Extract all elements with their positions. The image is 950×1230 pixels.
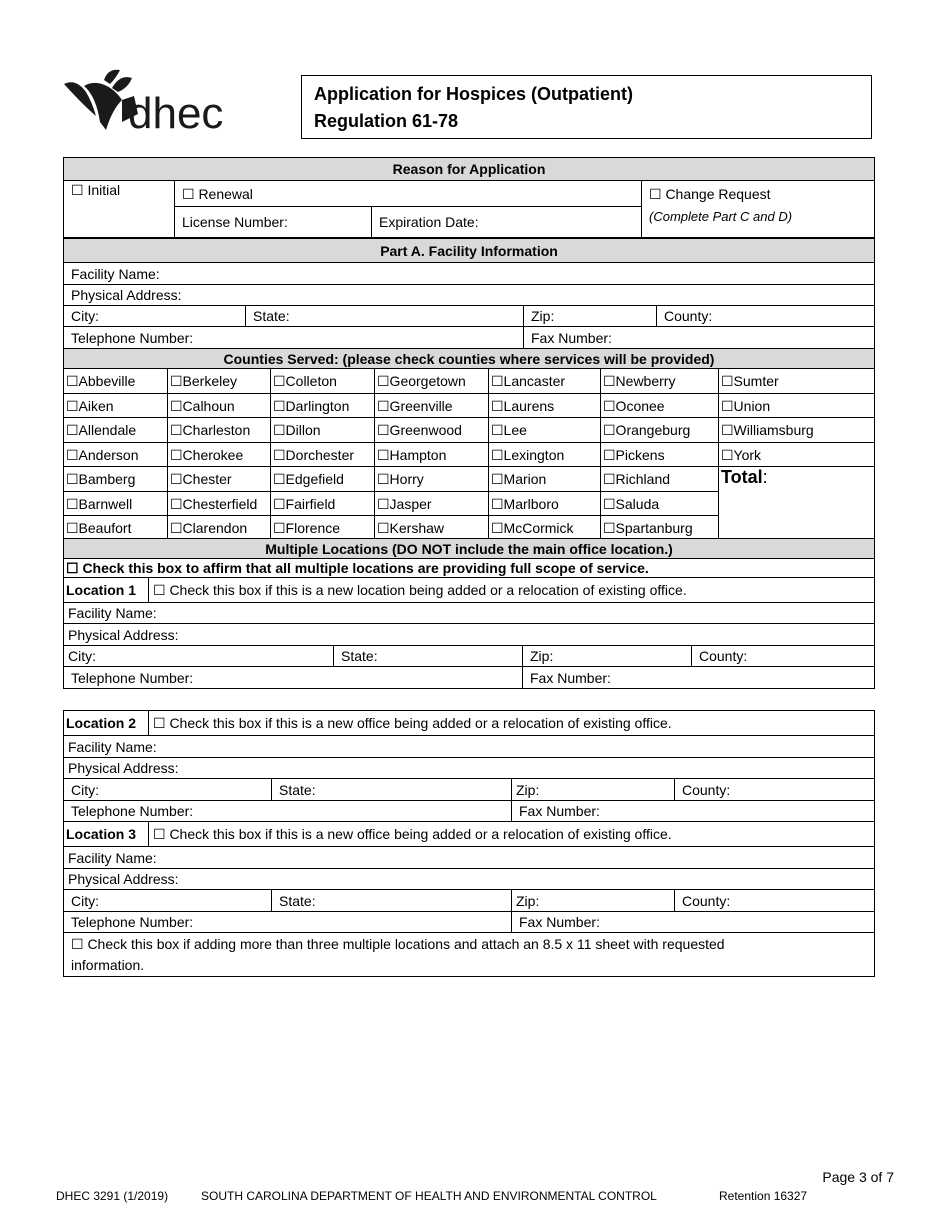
additional-locations-checkbox[interactable] xyxy=(64,933,875,977)
location-2-facility-name[interactable]: Facility Name: xyxy=(64,736,875,758)
county-dorchester[interactable]: ☐Dorchester xyxy=(271,443,375,467)
location-2-physical-address[interactable]: Physical Address: xyxy=(64,758,875,779)
location-3-state[interactable]: State: xyxy=(272,890,512,912)
state-field[interactable]: State: xyxy=(246,306,524,327)
location-1-new-checkbox[interactable]: ☐ Check this box if this is a new location being added or a relocation of existing office. xyxy=(149,578,875,603)
location-2-label: Location 2 xyxy=(64,711,149,736)
expiration-date-field[interactable]: Expiration Date: xyxy=(372,207,642,238)
location-2-county[interactable]: County: xyxy=(675,779,875,801)
location-2-city[interactable]: City: xyxy=(64,779,272,801)
multiple-locations-table xyxy=(63,538,875,689)
form-id: DHEC 3291 (1/2019) xyxy=(56,1189,169,1203)
license-number-field[interactable]: License Number: xyxy=(175,207,372,238)
location-1-facility-name[interactable]: Facility Name: xyxy=(64,603,875,624)
county-lexington[interactable]: ☐Lexington xyxy=(489,443,601,467)
location-1-telephone[interactable]: Telephone Number: xyxy=(64,667,523,689)
location-3-telephone[interactable]: Telephone Number: xyxy=(64,912,512,933)
logo-text: dhec xyxy=(128,89,224,136)
county-charleston[interactable]: ☐Charleston xyxy=(168,418,271,443)
location-2-zip[interactable]: Zip: xyxy=(512,779,675,801)
total-colon: : xyxy=(762,467,768,487)
location-2-state[interactable]: State: xyxy=(272,779,512,801)
location-3-city[interactable]: City: xyxy=(64,890,272,912)
county-darlington[interactable]: ☐Darlington xyxy=(271,394,375,418)
county-saluda[interactable]: ☐Saluda xyxy=(601,492,719,516)
zip-field[interactable]: Zip: xyxy=(524,306,657,327)
counties-heading: Counties Served: (please check counties where services will be provided) xyxy=(64,349,875,369)
county-bamberg[interactable]: ☐Bamberg xyxy=(64,467,168,492)
county-spartanburg[interactable]: ☐Spartanburg xyxy=(601,516,719,540)
county-chester[interactable]: ☐Chester xyxy=(168,467,271,492)
additional-locations-line-2: information. xyxy=(71,957,145,973)
city-field[interactable]: City: xyxy=(64,306,246,327)
telephone-field[interactable]: Telephone Number: xyxy=(64,327,524,349)
dhec-logo xyxy=(62,66,237,136)
county-hampton[interactable]: ☐Hampton xyxy=(375,443,489,467)
county-laurens[interactable]: ☐Laurens xyxy=(489,394,601,418)
multiple-locations-heading: Multiple Locations (DO NOT include the main office location.) xyxy=(64,539,875,559)
form-title: Application for Hospices (Outpatient) xyxy=(314,84,634,104)
location-1-county[interactable]: County: xyxy=(692,646,875,667)
retention-number: Retention 16327 xyxy=(719,1189,808,1203)
facility-name-field[interactable]: Facility Name: xyxy=(64,263,875,285)
location-3-zip[interactable]: Zip: xyxy=(512,890,675,912)
change-request-note: (Complete Part C and D) xyxy=(649,208,793,224)
county-anderson[interactable]: ☐Anderson xyxy=(64,443,168,467)
location-2-new-checkbox[interactable]: ☐ Check this box if this is a new office being added or a relocation of existing office. xyxy=(149,711,875,736)
physical-address-field[interactable]: Physical Address: xyxy=(64,285,875,306)
location-1-zip[interactable]: Zip: xyxy=(523,646,692,667)
location-3-facility-name[interactable]: Facility Name: xyxy=(64,847,875,869)
county-marion[interactable]: ☐Marion xyxy=(489,467,601,492)
renewal-checkbox[interactable]: ☐ Renewal xyxy=(175,181,642,207)
county-chesterfield[interactable]: ☐Chesterfield xyxy=(168,492,271,516)
locations-2-3-table xyxy=(63,710,875,977)
county-oconee[interactable]: ☐Oconee xyxy=(601,394,719,418)
county-fairfield[interactable]: ☐Fairfield xyxy=(271,492,375,516)
initial-checkbox[interactable]: ☐ Initial xyxy=(64,181,175,238)
agency-name: SOUTH CAROLINA DEPARTMENT OF HEALTH AND ENVIRONMENTAL CONTROL xyxy=(201,1189,657,1203)
regulation-title: Regulation 61-78 xyxy=(314,111,459,131)
location-3-new-checkbox[interactable]: ☐ Check this box if this is a new office being added or a relocation of existing office. xyxy=(149,822,875,847)
page-number: Page 3 of 7 xyxy=(822,1169,894,1185)
county-sumter[interactable]: ☐Sumter xyxy=(719,369,875,394)
location-1-fax[interactable]: Fax Number: xyxy=(523,667,875,689)
county-cherokee[interactable]: ☐Cherokee xyxy=(168,443,271,467)
county-marlboro[interactable]: ☐Marlboro xyxy=(489,492,601,516)
county-york[interactable]: ☐York xyxy=(719,443,875,467)
part-a-heading: Part A. Facility Information xyxy=(64,239,875,263)
county-lee[interactable]: ☐Lee xyxy=(489,418,601,443)
county-pickens[interactable]: ☐Pickens xyxy=(601,443,719,467)
additional-locations-line-1: ☐ Check this box if adding more than three multiple locations and attach an 8.5 x 11 sheet with requested xyxy=(71,936,725,952)
county-barnwell[interactable]: ☐Barnwell xyxy=(64,492,168,516)
county-jasper[interactable]: ☐Jasper xyxy=(375,492,489,516)
location-1-label: Location 1 xyxy=(64,578,149,603)
county-colleton[interactable]: ☐Colleton xyxy=(271,369,375,394)
location-3-physical-address[interactable]: Physical Address: xyxy=(64,869,875,890)
location-1-physical-address[interactable]: Physical Address: xyxy=(64,624,875,646)
reason-heading: Reason for Application xyxy=(64,158,875,181)
county-abbeville[interactable]: ☐Abbeville xyxy=(64,369,168,394)
county-field[interactable]: County: xyxy=(657,306,875,327)
location-1-city[interactable]: City: xyxy=(64,646,334,667)
location-2-telephone[interactable]: Telephone Number: xyxy=(64,801,512,822)
fax-field[interactable]: Fax Number: xyxy=(524,327,875,349)
counties-table xyxy=(63,348,875,540)
county-allendale[interactable]: ☐Allendale xyxy=(64,418,168,443)
county-lancaster[interactable]: ☐Lancaster xyxy=(489,369,601,394)
county-dillon[interactable]: ☐Dillon xyxy=(271,418,375,443)
full-scope-checkbox[interactable]: ☐ Check this box to affirm that all multiple locations are providing full scope of service. xyxy=(64,559,875,578)
title-box xyxy=(301,75,872,139)
palmetto-icon xyxy=(64,70,138,130)
county-clarendon[interactable]: ☐Clarendon xyxy=(168,516,271,540)
reason-table xyxy=(63,157,875,238)
county-newberry[interactable]: ☐Newberry xyxy=(601,369,719,394)
county-mccormick[interactable]: ☐McCormick xyxy=(489,516,601,540)
county-greenville[interactable]: ☐Greenville xyxy=(375,394,489,418)
location-2-fax[interactable]: Fax Number: xyxy=(512,801,875,822)
county-kershaw[interactable]: ☐Kershaw xyxy=(375,516,489,540)
county-berkeley[interactable]: ☐Berkeley xyxy=(168,369,271,394)
county-calhoun[interactable]: ☐Calhoun xyxy=(168,394,271,418)
county-aiken[interactable]: ☐Aiken xyxy=(64,394,168,418)
county-florence[interactable]: ☐Florence xyxy=(271,516,375,540)
facility-info-table xyxy=(63,238,875,349)
location-3-county[interactable]: County: xyxy=(675,890,875,912)
county-union[interactable]: ☐Union xyxy=(719,394,875,418)
change-request-checkbox[interactable]: ☐ Change Request xyxy=(642,181,875,207)
county-georgetown[interactable]: ☐Georgetown xyxy=(375,369,489,394)
county-beaufort[interactable]: ☐Beaufort xyxy=(64,516,168,540)
location-3-fax[interactable]: Fax Number: xyxy=(512,912,875,933)
county-orangeburg[interactable]: ☐Orangeburg xyxy=(601,418,719,443)
total-cell[interactable] xyxy=(719,467,875,540)
county-greenwood[interactable]: ☐Greenwood xyxy=(375,418,489,443)
total-label: Total xyxy=(721,467,763,487)
county-williamsburg[interactable]: ☐Williamsburg xyxy=(719,418,875,443)
location-3-label: Location 3 xyxy=(64,822,149,847)
county-edgefield[interactable]: ☐Edgefield xyxy=(271,467,375,492)
county-horry[interactable]: ☐Horry xyxy=(375,467,489,492)
location-1-state[interactable]: State: xyxy=(334,646,523,667)
county-richland[interactable]: ☐Richland xyxy=(601,467,719,492)
